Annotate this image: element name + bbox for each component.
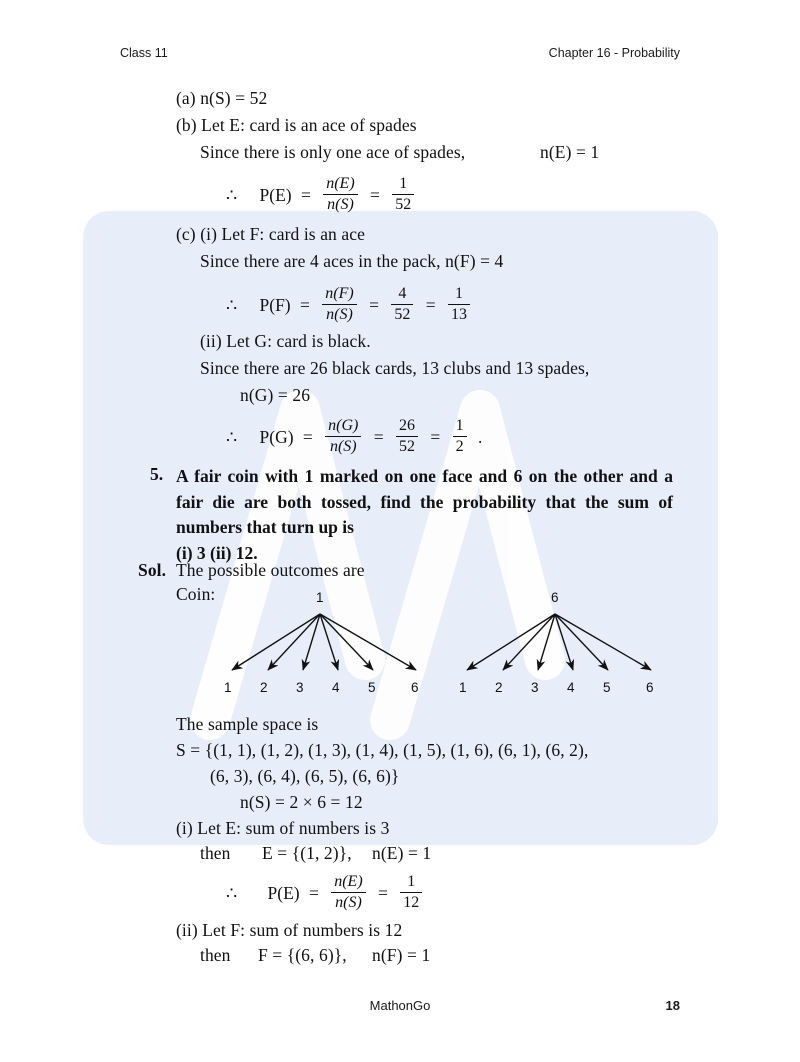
part-i-then: then	[200, 843, 231, 863]
fraction-numerator: 1	[455, 417, 464, 434]
solution-line-2: Coin:	[176, 584, 216, 604]
fraction-denominator: n(S)	[335, 894, 362, 912]
part-i-set: E = {(1, 2)},	[262, 843, 352, 863]
fraction-denominator: 52	[399, 438, 416, 456]
tree-left-leaf-2: 2	[260, 680, 268, 695]
fraction-denominator: n(S)	[327, 196, 354, 214]
footer-page-number: 18	[665, 998, 680, 1013]
fraction-bar	[322, 304, 356, 305]
fraction-nE-over-nS	[323, 175, 357, 214]
part-c-ii-line-1: (ii) Let G: card is black.	[200, 331, 371, 351]
equals-sign: =	[373, 427, 384, 448]
tree-left-leaf-3: 3	[296, 680, 304, 695]
fraction-numerator: n(E)	[326, 175, 355, 192]
equals-sign: =	[308, 883, 319, 904]
tree-right-root-label: 6	[551, 590, 559, 605]
part-i-line-1: (i) Let E: sum of numbers is 3	[176, 818, 390, 838]
equation-label: P(E)	[267, 883, 300, 904]
part-ii-then: then	[200, 945, 231, 965]
fraction-numerator: 1	[399, 175, 408, 192]
fraction-1-over-2	[453, 417, 467, 456]
fraction-bar	[392, 194, 414, 195]
part-ii-line-1: (ii) Let F: sum of numbers is 12	[176, 920, 403, 940]
tree-left-leaf-6: 6	[411, 680, 419, 695]
fraction-numerator: 26	[399, 417, 416, 434]
fraction-bar	[391, 304, 413, 305]
sample-space-line-3: (6, 3), (6, 4), (6, 5), (6, 6)}	[210, 766, 400, 786]
sample-space-line-1: The sample space is	[176, 714, 319, 734]
fraction-26-over-52	[396, 417, 418, 456]
fraction-denominator: 2	[455, 438, 464, 456]
question-5-text	[176, 464, 673, 566]
tree-right-leaf-3: 3	[531, 680, 539, 695]
equals-sign: =	[369, 295, 379, 316]
tree-right-leaf-5: 5	[603, 680, 611, 695]
fraction-numerator: 1	[454, 285, 463, 302]
question-5-last-line: (i) 3 (ii) 12.	[176, 542, 258, 563]
fraction-1-over-13	[448, 285, 470, 324]
therefore-symbol: ∴	[226, 883, 238, 904]
fraction-denominator: n(S)	[329, 438, 357, 456]
fraction-numerator: 4	[398, 285, 407, 302]
therefore-symbol: ∴	[226, 295, 238, 316]
fraction-nG-over-nS	[325, 417, 361, 456]
question-number: 5.	[150, 464, 164, 484]
page-footer	[120, 998, 680, 1018]
outcome-tree-diagram	[180, 592, 700, 702]
part-b-nE: n(E) = 1	[540, 142, 600, 162]
part-ii-set: F = {(6, 6)},	[258, 945, 347, 965]
fraction-denominator: 52	[394, 306, 411, 324]
equals-sign: =	[302, 427, 313, 448]
part-c-ii-nG: n(G) = 26	[240, 385, 311, 405]
fraction-bar	[448, 304, 470, 305]
fraction-nF-over-nS	[322, 285, 356, 324]
fraction-1-over-52	[392, 175, 414, 214]
part-c-ii-line-2: Since there are 26 black cards, 13 clubs and 13 spades,	[200, 358, 590, 378]
equation-label: P(G)	[259, 427, 294, 448]
part-c-i-line-2: Since there are 4 aces in the pack, n(F) = 4	[200, 251, 504, 271]
part-b-line-2: Since there is only one ace of spades,	[200, 142, 466, 162]
tree-right-leaf-4: 4	[567, 680, 575, 695]
fraction-numerator: 1	[407, 873, 416, 890]
fraction-numerator: n(F)	[325, 285, 354, 302]
equals-sign: =	[430, 427, 441, 448]
tree-right-leaf-6: 6	[646, 680, 654, 695]
period-mark: .	[478, 427, 483, 448]
part-b-line-1: (b) Let E: card is an ace of spades	[176, 115, 417, 135]
fraction-bar	[453, 436, 467, 437]
tree-left-leaf-1: 1	[224, 680, 232, 695]
solution-label: Sol.	[138, 560, 167, 580]
fraction-denominator: n(S)	[326, 306, 353, 324]
fraction-bar	[323, 194, 357, 195]
equals-sign: =	[300, 295, 310, 316]
fraction-denominator: 12	[403, 894, 420, 912]
therefore-symbol: ∴	[226, 185, 238, 206]
fraction-4-over-52	[391, 285, 413, 324]
equation-probability-G	[226, 418, 482, 457]
fraction-1-over-12	[400, 873, 422, 912]
equals-sign: =	[425, 295, 436, 316]
part-i-nE: n(E) = 1	[372, 843, 432, 863]
fraction-numerator: n(E)	[334, 873, 363, 890]
header-chapter-label: Chapter 16 - Probability	[548, 46, 680, 60]
tree-left-leaf-4: 4	[332, 680, 340, 695]
equation-probability-E-52	[226, 176, 417, 215]
fraction-numerator: n(G)	[328, 417, 359, 434]
equation-probability-F	[226, 286, 473, 325]
sample-space-count: n(S) = 2 × 6 = 12	[240, 792, 363, 812]
tree-left-root-label: 1	[316, 590, 324, 605]
fraction-bar	[396, 436, 418, 437]
fraction-nE-over-nS	[331, 873, 365, 912]
equation-label: P(E)	[259, 185, 292, 206]
therefore-symbol: ∴	[226, 427, 238, 448]
fraction-denominator: 13	[450, 306, 467, 324]
footer-brand: MathonGo	[369, 998, 431, 1013]
equals-sign: =	[300, 185, 311, 206]
equation-label: P(F)	[259, 295, 291, 316]
tree-left-leaf-5: 5	[368, 680, 376, 695]
tree-right-leaf-1: 1	[459, 680, 467, 695]
fraction-bar	[331, 892, 365, 893]
part-a-line: (a) n(S) = 52	[176, 88, 268, 108]
part-ii-nF: n(F) = 1	[372, 945, 431, 965]
question-5-body: A fair coin with 1 marked on one face and 6 on the other and a fair die are both tossed, find the probability that the sum of numbers that turn up is	[176, 466, 673, 538]
fraction-bar	[325, 436, 361, 437]
fraction-bar	[400, 892, 422, 893]
sample-space-line-2: S = {(1, 1), (1, 2), (1, 3), (1, 4), (1, 5), (1, 6), (6, 1), (6, 2),	[176, 740, 589, 760]
tree-right-leaf-2: 2	[495, 680, 503, 695]
solution-line-1: The possible outcomes are	[176, 560, 365, 580]
fraction-denominator: 52	[395, 196, 412, 214]
equation-probability-E-12	[226, 874, 425, 913]
equals-sign: =	[378, 883, 388, 904]
equals-sign: =	[370, 185, 380, 206]
part-c-i-line-1: (c) (i) Let F: card is an ace	[176, 224, 365, 244]
header-class-label: Class 11	[120, 46, 168, 60]
